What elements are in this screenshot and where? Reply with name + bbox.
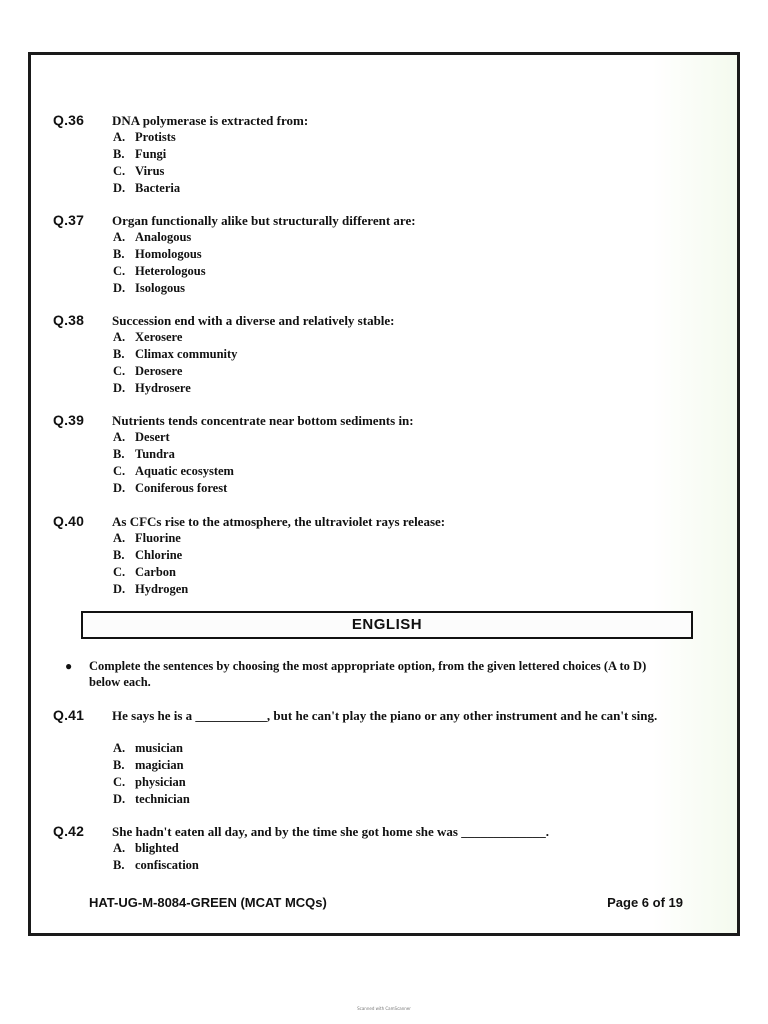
option-list	[113, 740, 190, 808]
option-list	[113, 840, 199, 874]
question-text: She hadn't eaten all day, and by the time she got home she was _____________.	[112, 824, 549, 839]
scanner-watermark: Scanned with CamScanner	[357, 1006, 411, 1011]
option-a: A. Fluorine	[113, 531, 181, 545]
footer-page-number: Page 6 of 19	[607, 895, 683, 910]
option-c: C. Carbon	[113, 565, 176, 579]
option-b: B. Tundra	[113, 447, 175, 461]
option-b: B. Climax community	[113, 347, 238, 361]
option-a: A. Desert	[113, 430, 170, 444]
question-text: Organ functionally alike but structurally different are:	[112, 213, 416, 228]
question-text: As CFCs rise to the atmosphere, the ultraviolet rays release:	[112, 514, 446, 529]
option-d: D. technician	[113, 792, 190, 806]
question-text: Succession end with a diverse and relatively stable:	[112, 313, 395, 328]
question-number: Q.40	[53, 513, 85, 529]
option-list	[113, 229, 206, 297]
option-a: A. Xerosere	[113, 330, 183, 344]
option-a: A. musician	[113, 741, 183, 755]
option-b: B. confiscation	[113, 858, 199, 872]
question-number: Q.41	[53, 707, 85, 723]
option-a: A. blighted	[113, 841, 179, 855]
question-text: Nutrients tends concentrate near bottom sediments in:	[112, 413, 414, 428]
option-a: A. Analogous	[113, 230, 192, 244]
option-b: B. Chlorine	[113, 548, 183, 562]
option-list	[113, 530, 188, 598]
footer-paper-code: HAT-UG-M-8084-GREEN (MCAT MCQs)	[89, 895, 327, 910]
question-text: He says he is a ___________, but he can't play the piano or any other instrument and he can't sing.	[112, 708, 658, 723]
option-b: B. magician	[113, 758, 184, 772]
option-c: C. physician	[113, 775, 186, 789]
option-b: B. Homologous	[113, 247, 202, 261]
option-d: D. Coniferous forest	[113, 481, 228, 495]
option-d: D. Hydrosere	[113, 381, 191, 395]
bullet-icon: ●	[65, 659, 73, 673]
question-number: Q.39	[53, 412, 85, 428]
section-header-english: ENGLISH	[81, 611, 693, 639]
option-c: C. Heterologous	[113, 264, 206, 278]
question-number: Q.38	[53, 312, 85, 328]
option-d: D. Bacteria	[113, 181, 181, 195]
instruction-text: Complete the sentences by choosing the most appropriate option, from the given lettered choices (A to D) below each.	[89, 659, 647, 689]
option-b: B. Fungi	[113, 147, 167, 161]
question-number: Q.36	[53, 112, 85, 128]
option-a: A. Protists	[113, 130, 176, 144]
option-list	[113, 429, 234, 497]
option-list	[113, 129, 180, 197]
option-c: C. Virus	[113, 164, 165, 178]
option-list	[113, 329, 237, 397]
question-text: DNA polymerase is extracted from:	[112, 113, 309, 128]
question-number: Q.37	[53, 212, 85, 228]
option-c: C. Derosere	[113, 364, 183, 378]
instruction	[65, 658, 647, 690]
question-number: Q.42	[53, 823, 85, 839]
option-d: D. Hydrogen	[113, 582, 189, 596]
exam-page	[28, 52, 740, 936]
option-c: C. Aquatic ecosystem	[113, 464, 234, 478]
option-d: D. Isologous	[113, 281, 186, 295]
